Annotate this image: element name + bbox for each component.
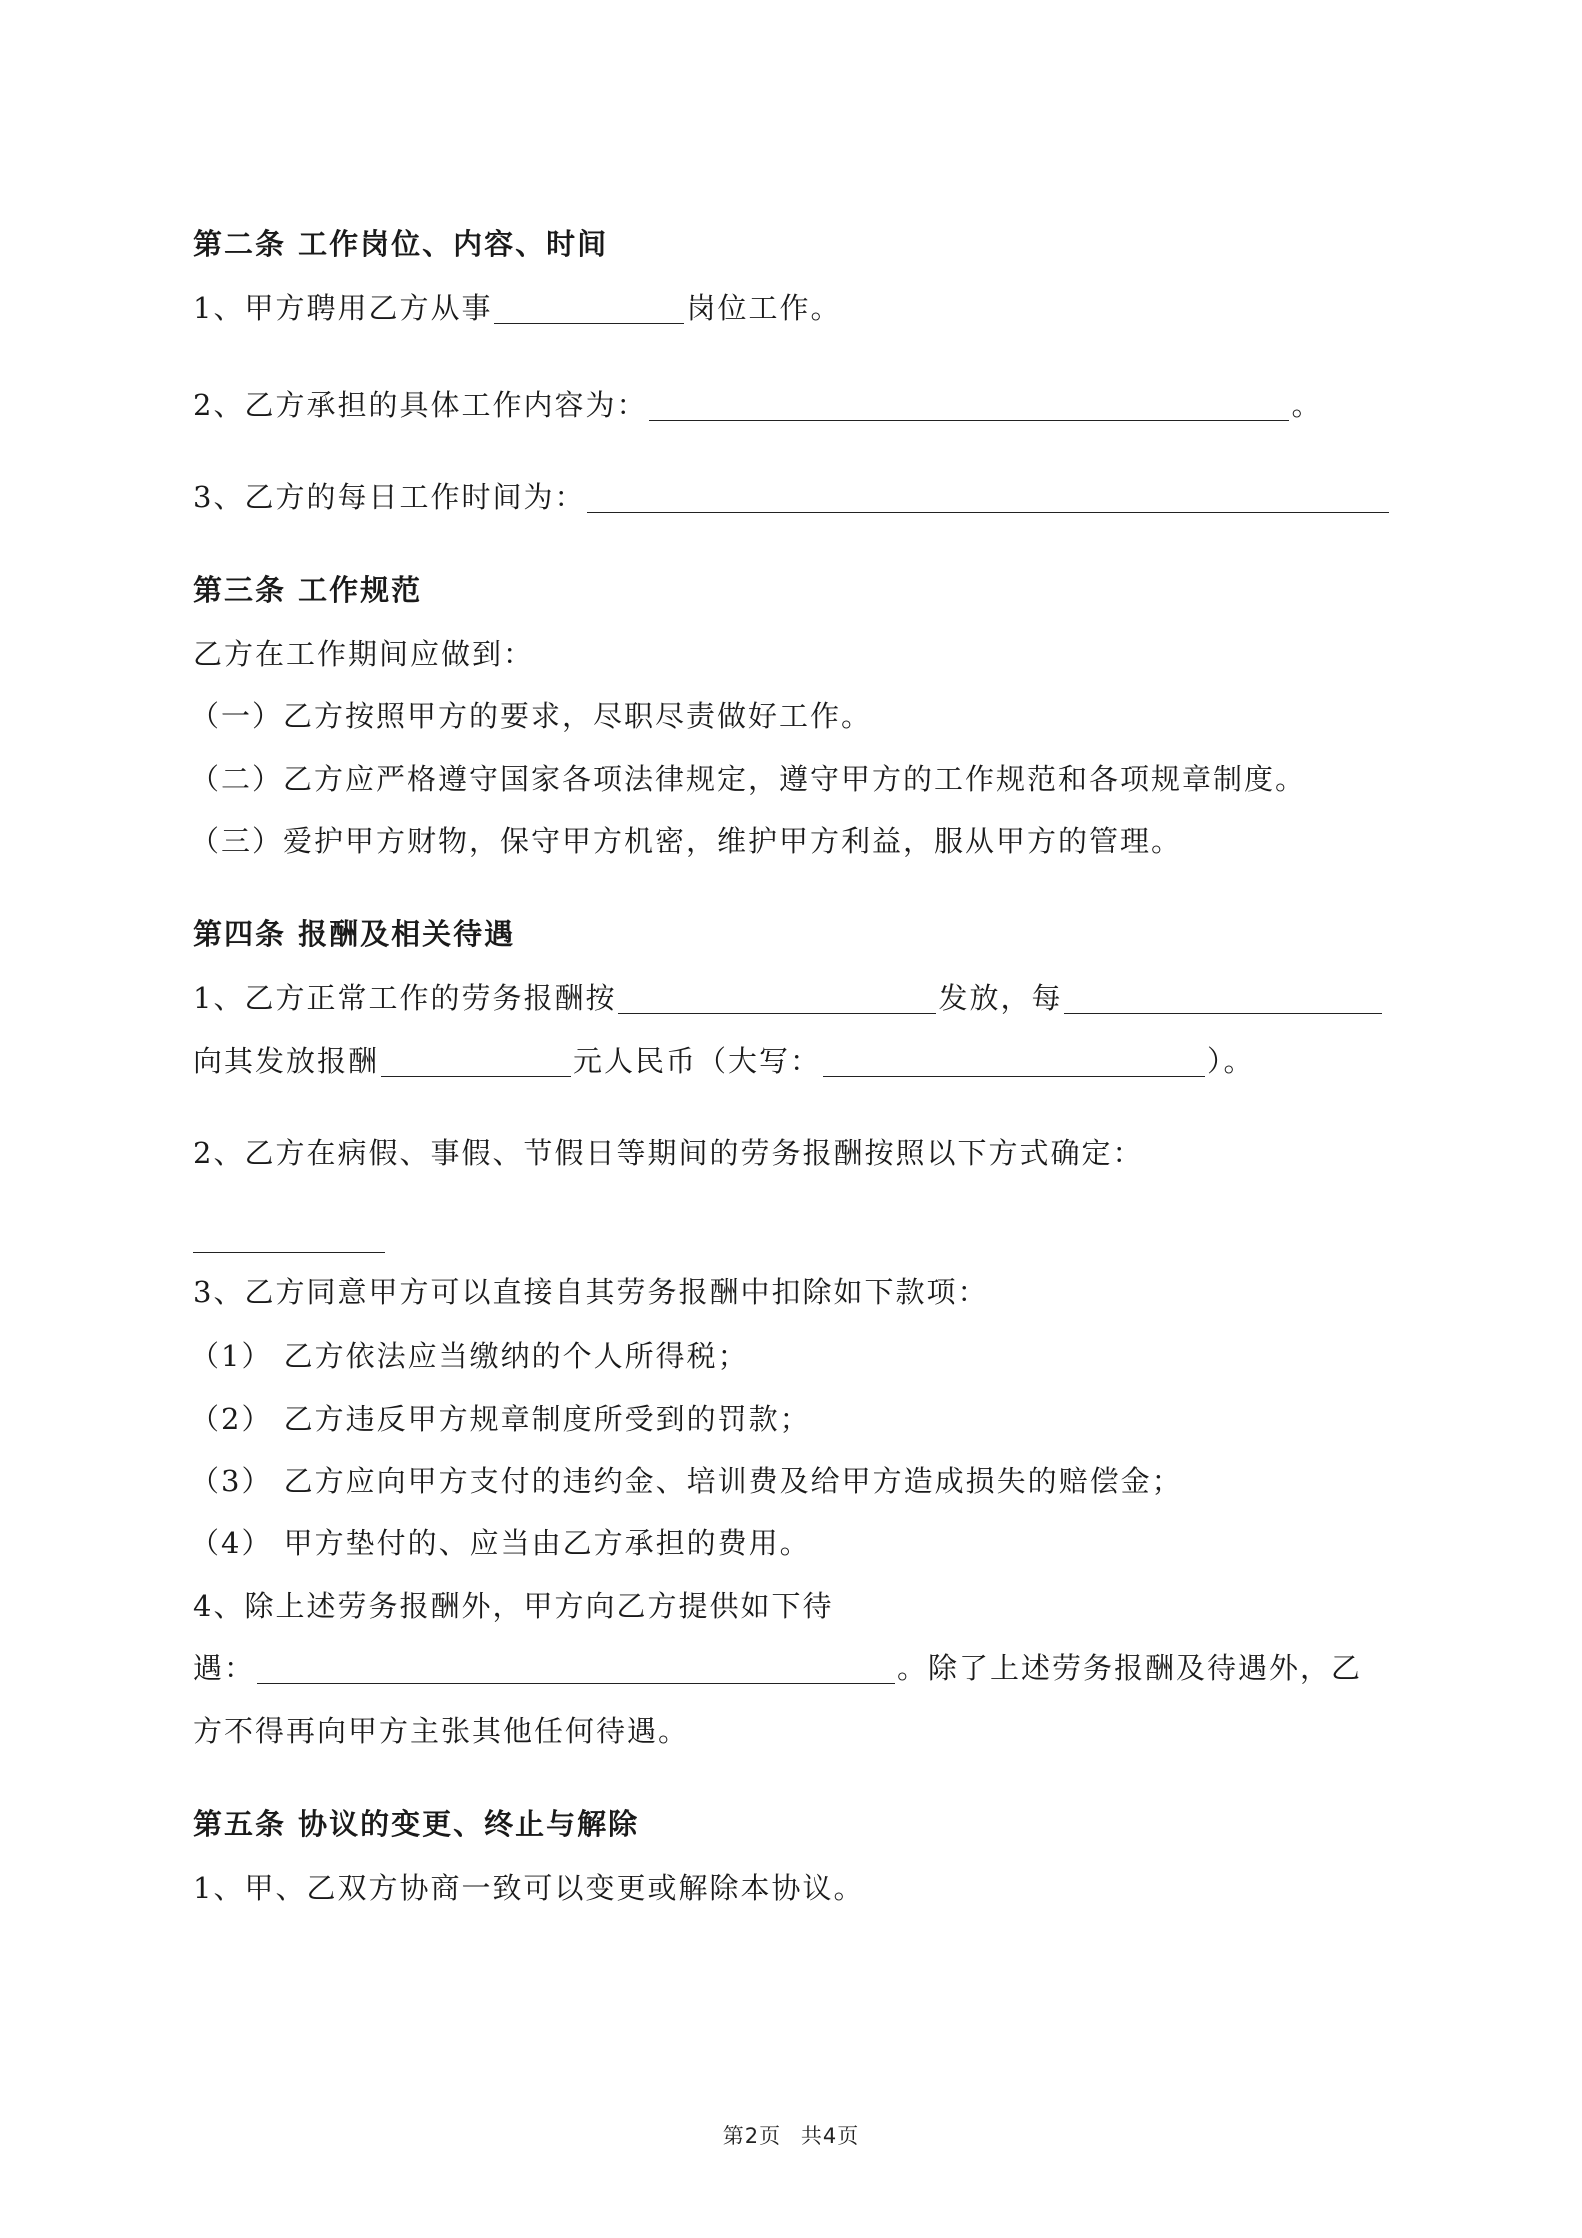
- payment-method-blank: [618, 983, 936, 1014]
- article-4-item-4-line-1: 4、除上述劳务报酬外，甲方向乙方提供如下待: [193, 1589, 834, 1623]
- item-text: 元人民币（大写：: [573, 1044, 822, 1078]
- article-4-item-3-sub-1: （1） 乙方依法应当缴纳的个人所得税；: [190, 1339, 749, 1373]
- payment-period-blank: [1064, 983, 1382, 1014]
- item-text: 发放，每: [938, 981, 1063, 1015]
- article-4-item-3-intro: 3、乙方同意甲方可以直接自其劳务报酬中扣除如下款项：: [193, 1275, 989, 1309]
- article-4-item-2: 2、乙方在病假、事假、节假日等期间的劳务报酬按照以下方式确定：: [193, 1136, 1144, 1170]
- article-4-item-1-line-1: [193, 978, 1384, 1018]
- article-4-item-4-line-3: 方不得再向甲方主张其他任何待遇。: [193, 1714, 690, 1748]
- work-hours-blank: [587, 482, 1389, 513]
- article-2-item-1: [193, 288, 841, 328]
- article-4-heading: 第四条 报酬及相关待遇: [193, 917, 516, 951]
- work-content-blank: [649, 390, 1289, 421]
- article-4-item-3-sub-3: （3） 乙方应向甲方支付的违约金、培训费及给甲方造成损失的赔偿金；: [190, 1464, 1183, 1498]
- article-4-item-3-sub-4: （4） 甲方垫付的、应当由乙方承担的费用。: [190, 1526, 811, 1560]
- item-text: 向其发放报酬: [193, 1044, 380, 1078]
- article-2-item-2: [193, 385, 1322, 425]
- item-text: 1、乙方正常工作的劳务报酬按: [193, 981, 617, 1015]
- item-text: 岗位工作。: [686, 291, 842, 325]
- article-4-item-4-line-2: [193, 1648, 1362, 1688]
- position-blank: [494, 293, 684, 324]
- article-2-heading: 第二条 工作岗位、内容、时间: [193, 227, 609, 261]
- item-text: 遇：: [193, 1651, 256, 1685]
- item-text: 2、乙方承担的具体工作内容为：: [193, 388, 648, 422]
- page-footer: [0, 2122, 1582, 2150]
- article-3-item-3: （三）爱护甲方财物，保守甲方机密，维护甲方利益，服从甲方的管理。: [190, 824, 1183, 858]
- item-text: 1、甲方聘用乙方从事: [193, 291, 493, 325]
- leave-pay-blank: [193, 1252, 385, 1253]
- article-4-item-1-line-2: [193, 1041, 1255, 1081]
- item-text: 3、乙方的每日工作时间为：: [193, 480, 586, 514]
- article-5-item-1: 1、甲、乙双方协商一致可以变更或解除本协议。: [193, 1871, 865, 1905]
- page-total: 共4页: [800, 2124, 860, 2148]
- article-3-intro: 乙方在工作期间应做到：: [193, 637, 535, 671]
- page-number: 第2页: [722, 2124, 782, 2148]
- article-3-heading: 第三条 工作规范: [193, 573, 423, 607]
- article-2-item-3: [193, 477, 1391, 517]
- article-3-item-1: （一）乙方按照甲方的要求，尽职尽责做好工作。: [190, 699, 873, 733]
- item-text: 。除了上述劳务报酬及待遇外，乙: [897, 1651, 1363, 1685]
- item-text: 。: [1291, 388, 1323, 422]
- item-text: ）。: [1207, 1044, 1255, 1078]
- article-5-heading: 第五条 协议的变更、终止与解除: [193, 1807, 640, 1841]
- article-4-item-3-sub-2: （2） 乙方违反甲方规章制度所受到的罚款；: [190, 1402, 811, 1436]
- amount-in-words-blank: [823, 1046, 1205, 1077]
- benefits-blank: [257, 1653, 895, 1684]
- amount-blank: [381, 1046, 571, 1077]
- article-3-item-2: （二）乙方应严格遵守国家各项法律规定，遵守甲方的工作规范和各项规章制度。: [190, 762, 1307, 796]
